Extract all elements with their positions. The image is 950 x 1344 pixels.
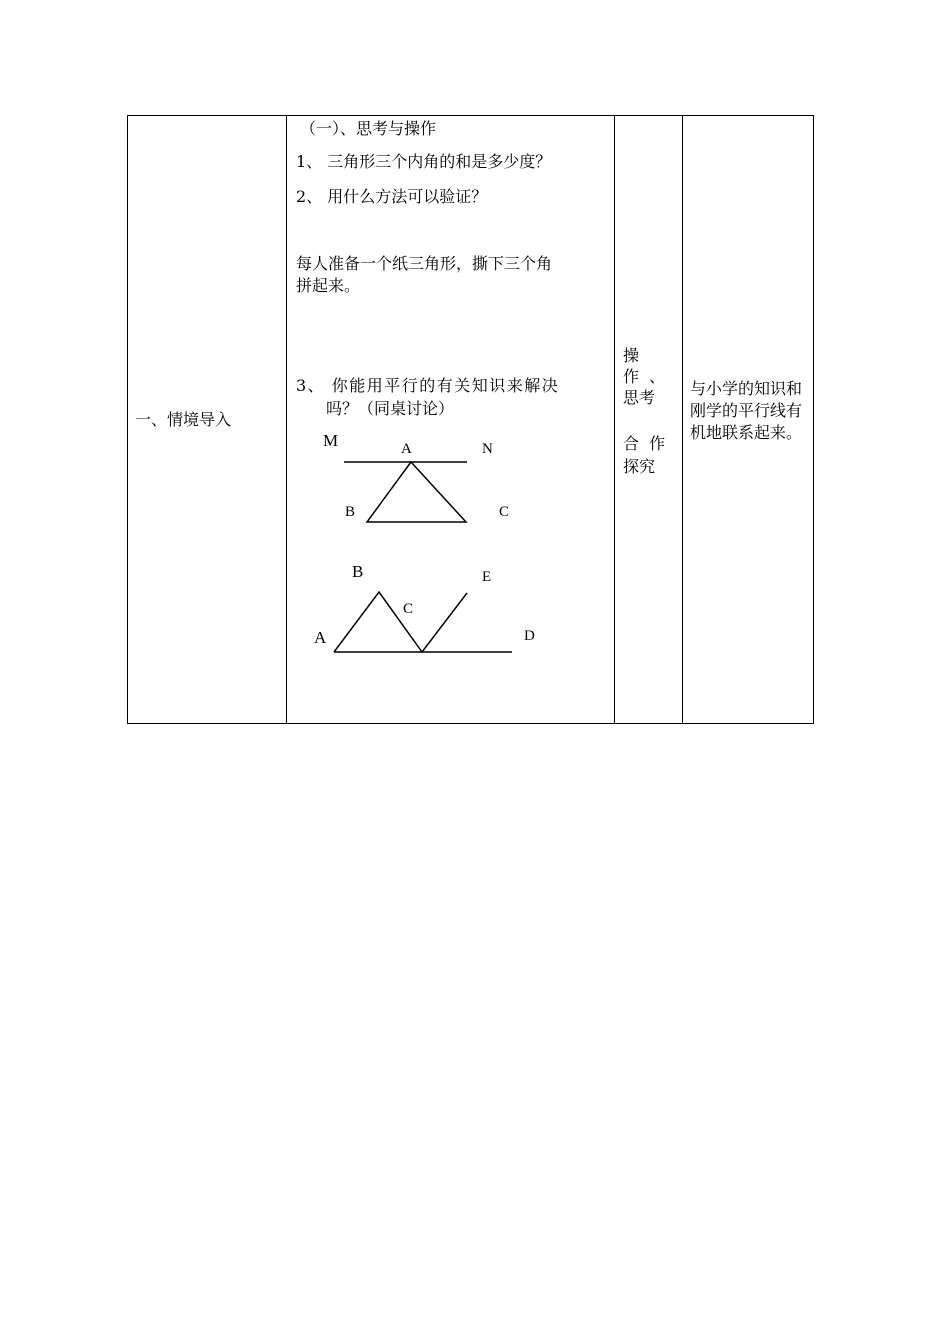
label-c: C	[499, 504, 510, 520]
question-1: 1、 三角形三个内角的和是多少度？	[296, 152, 552, 171]
column-divider-1	[286, 116, 287, 723]
column-divider-3	[682, 116, 683, 723]
intent-cell: 与小学的知识和刚学的平行线有机地联系起来。	[690, 379, 803, 442]
activity-text-line-1: 每人准备一个纸三角形，撕下三个角	[296, 254, 553, 273]
label-n: N	[482, 441, 493, 457]
question-3-line-1: 3、 你能用平行的有关知识来解决	[296, 376, 560, 395]
label-a-2: A	[314, 628, 327, 647]
method-line-5: 探究	[623, 457, 656, 476]
activity-text-line-2: 拼起来。	[296, 276, 361, 295]
label-m: M	[323, 431, 339, 450]
method-line-1: 操	[623, 346, 640, 365]
content-heading: （一）、思考与操作	[300, 119, 437, 138]
label-d-2: D	[524, 628, 535, 644]
method-line-3: 思考	[623, 388, 656, 407]
question-2: 2、 用什么方法可以验证？	[296, 187, 488, 206]
label-a: A	[401, 441, 412, 457]
method-line-4: 合 作	[623, 434, 666, 453]
question-3-line-2: 吗？（同桌讨论）	[326, 399, 455, 418]
stage-cell: 一、情境导入	[135, 410, 232, 429]
label-b-2: B	[352, 562, 364, 581]
label-b: B	[345, 504, 356, 520]
column-divider-2	[614, 116, 615, 723]
label-e-2: E	[482, 569, 492, 585]
label-c-2: C	[403, 601, 414, 617]
method-line-2: 作 、	[623, 367, 666, 386]
